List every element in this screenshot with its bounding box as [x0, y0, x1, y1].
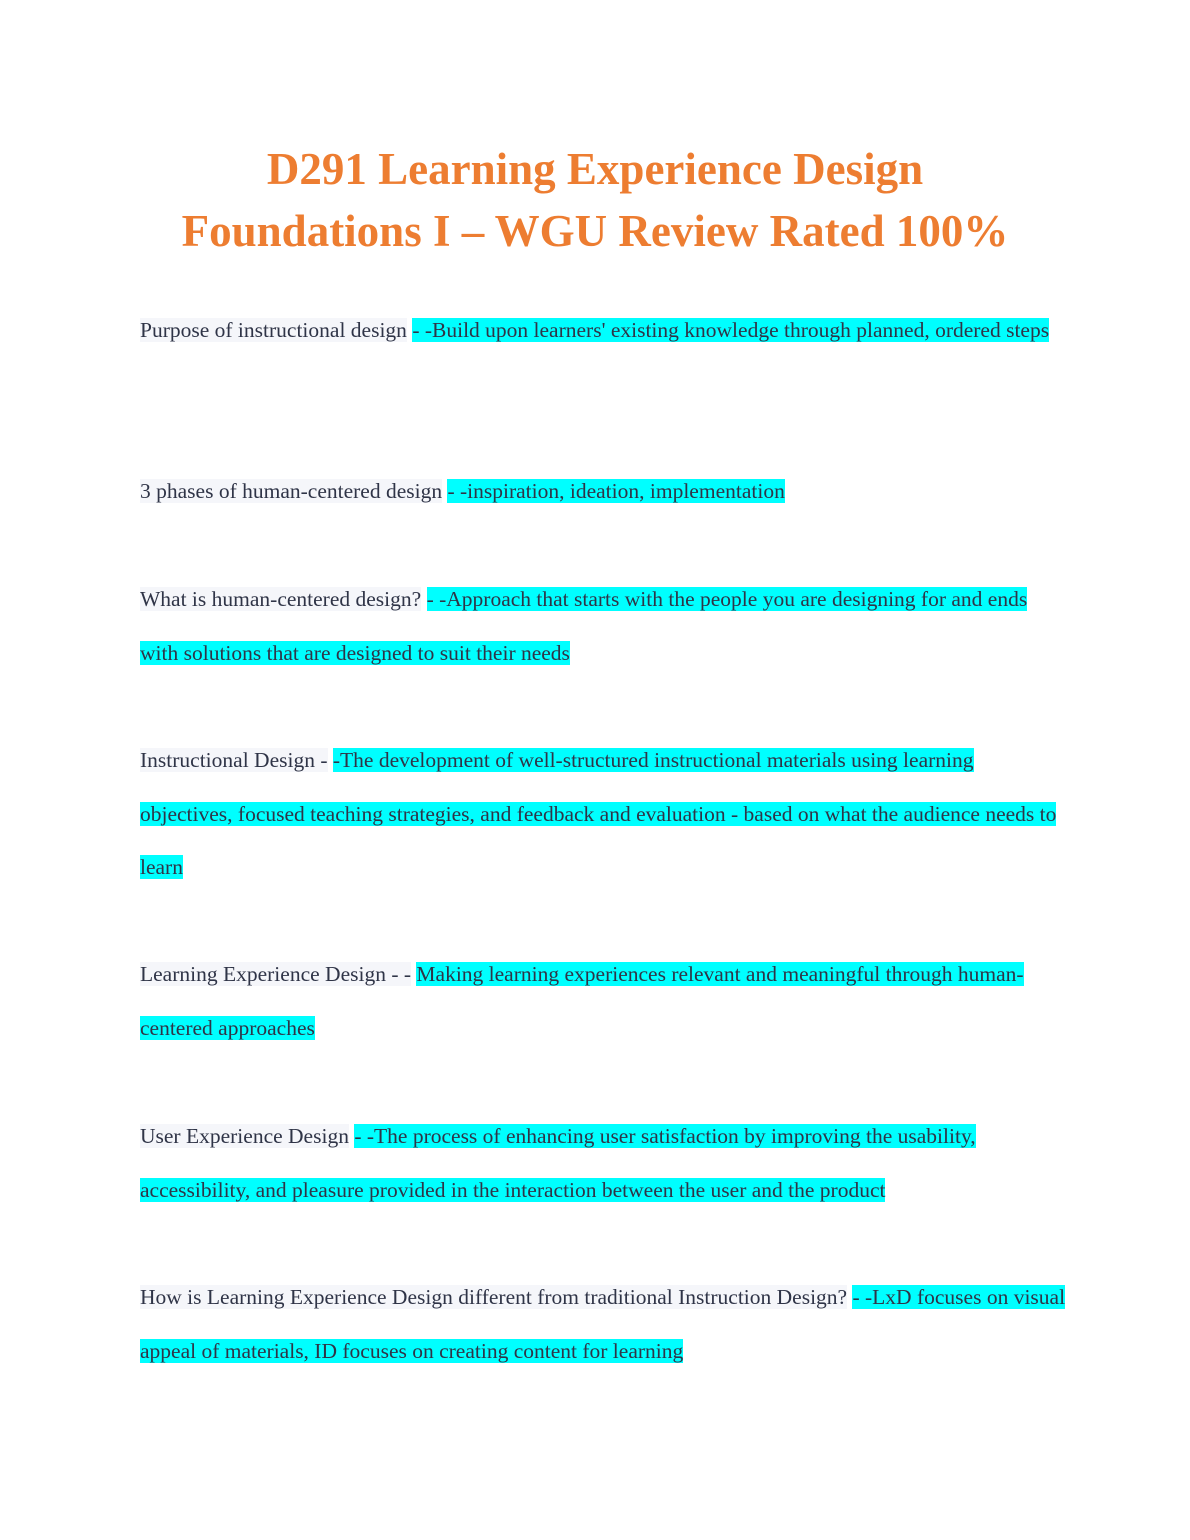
entry-definition: - -inspiration, ideation, implementation — [447, 479, 785, 503]
flashcard-entry — [140, 734, 1070, 895]
entry-definition: - -LxD focuses on visual appeal of materials, ID focuses on creating content for learning — [140, 1285, 1066, 1363]
entry-term: Learning Experience Design - - — [140, 962, 412, 986]
flashcard-entry — [140, 573, 1070, 680]
entry-definition: Making learning experiences relevant and meaningful through human-centered approaches — [140, 962, 1024, 1040]
entry-term: 3 phases of human-centered design — [140, 479, 443, 503]
entry-definition: - -The process of enhancing user satisfaction by improving the usability, accessibility, and pleasure provided in the interaction between the user and the product — [140, 1124, 976, 1202]
entry-term: Instructional Design - — [140, 748, 328, 772]
title-line-1: D291 Learning Experience Design — [266, 144, 924, 194]
flashcard-entry — [140, 948, 1070, 1055]
entry-term: User Experience Design — [140, 1124, 349, 1148]
flashcard-entry — [140, 1271, 1070, 1378]
flashcard-entry — [140, 465, 1070, 519]
entry-definition: - -Approach that starts with the people you are designing for and ends with solutions that are designed to suit their needs — [140, 587, 1028, 665]
title-line-2: Foundations I – WGU Review Rated 100% — [181, 206, 1009, 256]
flashcard-entry — [140, 1110, 1070, 1217]
entry-definition: -The development of well-structured instructional materials using learning objectives, focused teaching strategies, and feedback and evaluation - based on what the audience needs to learn — [140, 748, 1057, 879]
entry-term: Purpose of instructional design — [140, 318, 407, 342]
entry-term: How is Learning Experience Design different from traditional Instruction Design? — [140, 1285, 848, 1309]
flashcard-entry — [140, 304, 1070, 358]
entry-definition: - -Build upon learners' existing knowledge through planned, ordered steps — [412, 318, 1050, 342]
document-title — [0, 138, 1190, 262]
entry-term: What is human-centered design? — [140, 587, 422, 611]
